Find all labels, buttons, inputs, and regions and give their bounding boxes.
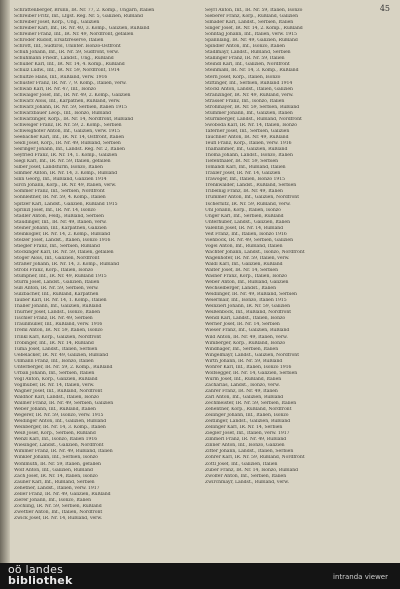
register-entry: Stockinger Karl, IR. Nr. 59, Italien, gefallen bbox=[14, 249, 114, 255]
register-entry: Wirth Johann, IR. Nr. 59, Rußland bbox=[205, 358, 283, 364]
register-entry: Wieser Franz, Inf., Galizien, Rußland bbox=[205, 328, 290, 334]
register-entry: Ullmann Franz, Inf., Isonzo, Italien bbox=[14, 358, 94, 364]
register-entry: Schweiger Franz, IR. Nr. 59, 2. Komp., Serbien bbox=[14, 122, 122, 128]
register-entry: Schwarz Johann, IR. Nr. 59, Serbien, Italien 1915 bbox=[14, 104, 127, 110]
register-entry: Trinkl Karl, Korp., Galizien, Nordfront bbox=[14, 334, 102, 340]
register-entry: Zellinger Karl, IR. Nr. 14, Serbien bbox=[205, 425, 283, 431]
register-entry: Weber Anton, Inf., Rußland, Galizien bbox=[205, 280, 289, 286]
register-entry: Sinn Georg, Inf., Rußland, Galizien 1914 bbox=[14, 177, 107, 183]
register-entry: Steiner Johann, Inf., Karpathen, Galizien bbox=[14, 225, 107, 231]
register-entry: Wagenhofer, IR. Nr. 59, Italien, verw. bbox=[205, 255, 290, 261]
register-entry: Stadlmayr, Landst., Rußland, Serbien bbox=[205, 50, 291, 56]
register-entry: Vogel Anton, Inf., Rußland, Italien bbox=[205, 243, 283, 249]
register-entry: Teufl Franz, Korp., Italien, verw. 1916 bbox=[205, 141, 292, 147]
register-entry: Unger Karl, Inf., Serbien, Rußland bbox=[205, 213, 284, 219]
register-entry: Trummer Anton, Inf., Galizien, Nordfront bbox=[205, 195, 299, 201]
register-entry: Weiermair, Inf., Isonzo, Italien 1915 bbox=[205, 298, 287, 304]
register-entry: Sturmberger, Landst., Rußland, Nordfront bbox=[205, 116, 302, 122]
register-entry: Stern Josef, Korp., Italien, Isonzo bbox=[205, 74, 281, 80]
register-entry: Spindler Anton, Inf., Isonzo, Italien bbox=[205, 44, 285, 50]
register-entry: Straßer Johann, IR. Nr. 14, 3. Komp., Rußland bbox=[14, 261, 120, 267]
register-entry: Waldl Karl, Inf., Galizien, Rußland bbox=[205, 261, 283, 267]
register-entry: Steinkogler, IR. Nr. 14, 2. Komp., Rußland bbox=[14, 231, 111, 237]
register-entry: Stallinger Franz, IR. Nr. 59, Italien bbox=[205, 56, 285, 62]
register-entry: Schröder Rudolf, Ersatzreserve, Italien bbox=[14, 38, 104, 44]
register-entry: Wimberger, Korp., Rußland, Isonzo bbox=[205, 340, 286, 346]
register-entry: Sturm Josef, Landst., Galizien, Italien bbox=[14, 280, 100, 286]
register-entry: Ziegler Josef, Inf., Italien, verw. 1917 bbox=[205, 431, 290, 437]
register-entry: Sprinzl Josef, Inf., IR. Nr. 14, Isonzo bbox=[14, 207, 96, 213]
register-entry: Veit Franz, Inf., Italien, Isonzo 1916 bbox=[205, 231, 287, 237]
register-entry: Schulz Ludw., Inf., IR. Nr. 59, Nordfront, 1914 bbox=[14, 68, 120, 74]
register-entry: Treml Anton, IR. Nr. 59, Italien, Isonzo bbox=[14, 328, 103, 334]
register-entry: Schuster Franz, IR. Nr. 7, 9. Komp., Italien, verw. bbox=[14, 80, 127, 86]
register-entry: Thoma Johann, Landst., Isonzo, Italien bbox=[205, 153, 293, 159]
register-entry: Zitter Johann, Landst., Italien, Serbien bbox=[205, 449, 294, 455]
book-gutter bbox=[0, 0, 10, 563]
register-entry: Werner Josef, IR. Nr. 14, Serbien bbox=[205, 322, 280, 328]
register-entry: Wechselberger, Landst., Italien bbox=[205, 286, 277, 292]
register-entry: Singer Josef, IR. Nr. 14, 2. Komp., Rußland bbox=[205, 26, 303, 32]
register-entry: Weiß Josef, Korp., Serbien, Rußland bbox=[14, 431, 96, 437]
register-entry: Weißenböck, Inf., Rußland, Nordfront bbox=[205, 310, 292, 316]
page-number: 45 bbox=[379, 4, 390, 13]
register-entry: Weber Johann, Inf., Rußland, Italien bbox=[14, 407, 96, 413]
register-entry: Uhl Johann, Korp., Italien, Isonzo bbox=[205, 207, 281, 213]
register-entry: Wimmer Franz, IR. Nr. 49, Rußland, Italien bbox=[14, 449, 113, 455]
register-entry: Staudinger, Inf., IR. Nr. 49, Italien, verw. bbox=[14, 219, 107, 225]
register-entry: Windhager, Inf., Serbien, Italien bbox=[205, 346, 279, 352]
library-logo[interactable] bbox=[8, 564, 72, 587]
register-entry: Stumpner, Inf., IR. Nr. 49, Rußland 1915 bbox=[14, 274, 107, 280]
register-entry: Tischler Franz, IR. Nr. 49, Serbien bbox=[14, 316, 93, 322]
register-entry: Zinner Anton, Inf., Isonzo, Galizien bbox=[205, 443, 285, 449]
register-entry: Schwab Karl, IR. Nr. 47, Inf., Isonzo bbox=[14, 86, 97, 92]
register-entry: Tauchner Anton, IR. Nr. 49, Rußland bbox=[205, 134, 289, 140]
register-entry: Zöttl Josef, Inf., Galizien, Italien bbox=[205, 461, 278, 467]
register-entry: Spitzer Karl, Landst., Galizien, Rußland 1915 bbox=[14, 201, 118, 207]
register-entry: Wenzl Karl, Inf., Isonzo, Italien 1916 bbox=[14, 437, 98, 443]
register-entry: Sirch Johann, Korp., IR. Nr. 49, Italien, verw. bbox=[14, 183, 117, 189]
register-entry: Zarl Anton, Inf., Galizien, Rußland bbox=[205, 395, 284, 400]
left-text-column bbox=[14, 8, 196, 522]
register-entry: Walter Josef, IR. Nr. 14, Serbien bbox=[205, 268, 278, 274]
register-entry: Seyrl Anton, Inf., IR. Nr. 59, Italien, Isonzo bbox=[205, 8, 303, 13]
register-entry: Swoboda Karl, IR. Nr. 14, Italien, Isonzo bbox=[205, 122, 298, 128]
register-entry: Seidl Josef, Korp., IR. Nr. 49, Rußland, Serbien bbox=[14, 141, 121, 147]
register-entry: Wallner Franz, IR. Nr. 49, Serbien, Galizien bbox=[14, 401, 114, 407]
register-entry: Stöger Alois, Inf., Galizien, Nordfront bbox=[14, 255, 100, 261]
register-entry: Sonntag Johann, Inf., Italien, verw. 1915 bbox=[205, 32, 298, 38]
logo-text-line1: oö landes bbox=[8, 563, 64, 576]
register-entry: Tomandl Karl, Inf., Rußland, Italien bbox=[205, 165, 286, 171]
register-entry: Zahrer Franz, IR. Nr. 49, Italien bbox=[205, 388, 278, 394]
register-entry: Wolfsegger, IR. Nr. 14, Galizien, Serbien bbox=[205, 370, 298, 376]
register-entry: Steinmaßl, IR. Nr. 14, 3. Komp., Rußland bbox=[205, 68, 299, 74]
register-entry: Weinzierl Johann, IR. Nr. 59, Galizien bbox=[205, 304, 290, 310]
register-entry: Schuh Johann, Inf., IR. Nr. 59, Südfront, verw. bbox=[14, 50, 119, 56]
register-entry: Valentin Josef, IR. Nr. 14, Rußland bbox=[205, 225, 284, 231]
register-entry: Zuber Franz, IR. Nr. 14, Isonzo, Rußland bbox=[205, 467, 299, 473]
register-entry: Sonnleitner, IR. Nr. 59, 4. Komp., Italien bbox=[14, 195, 106, 201]
register-entry: Schreiber Karl, Inf., IR. Nr. 40, 3. Komp., Galizien, Rußland bbox=[14, 26, 150, 32]
register-entry: Stelzer Josef, Landst., Italien, Isonzo 1916 bbox=[14, 237, 111, 243]
register-entry: Wiesinger, Landst., Galizien, Nordfront bbox=[14, 443, 104, 449]
register-entry: Weidinger Anton, Inf., Galizien, Rußland bbox=[14, 419, 107, 425]
register-entry: Schreiber Josef, Korp., Ung., Galizien bbox=[14, 20, 100, 26]
register-entry: Voglhuber, IR. Nr. 14, Italien, verw. bbox=[14, 382, 95, 388]
register-entry: Stiftinger, Inf., Serbien, Rußland 1914 bbox=[205, 80, 293, 86]
register-entry: Winkler Johann, Inf., Serbien, Isonzo bbox=[14, 455, 98, 461]
register-entry: Schweighofer Anton, Inf., Galizien, verw. 1915 bbox=[14, 128, 121, 134]
register-entry: Strohmayer, IR. Nr. 59, Serbien, Rußland bbox=[205, 104, 300, 110]
register-entry: Tauber Karl, IR. Nr. 14, 1. Komp., Italien bbox=[14, 298, 107, 304]
register-entry: Stöckl Anton, Landst., Italien, Galizien bbox=[205, 86, 293, 92]
register-entry: Tiefenthaler, IR. Nr. 59, Serbien bbox=[205, 159, 279, 165]
logo-text-line2: bibliothek bbox=[8, 574, 73, 587]
register-entry: Stiegler Franz, Inf., Serbien, Rußland bbox=[14, 243, 100, 249]
register-entry: Uebelacker, IR. Nr. 49, Galizien, Rußland bbox=[14, 352, 109, 358]
register-entry: Zeilinger Johann, Inf., Italien, Isonzo bbox=[205, 413, 289, 419]
register-entry: Thurner Josef, Landst., Isonzo, Italien bbox=[14, 310, 100, 316]
register-entry: Sommer Franz, Inf., Serbien, Nordfront bbox=[14, 189, 105, 195]
register-entry: Trawöger, Inf., Italien, Isonzo 1915 bbox=[205, 177, 286, 183]
register-entry: Simader Karl, Landst., Serbien, Italien bbox=[205, 20, 294, 26]
register-entry: Wagner Josef, Inf., Rußland, Nordfront bbox=[14, 388, 103, 394]
register-entry: Sieberer Franz, Korp., Rußland, Galizien bbox=[205, 14, 299, 20]
register-entry: Schwarzinger, Korp., IR. Nr. 14, Nordfront, Rußland bbox=[14, 116, 134, 122]
register-entry: Schuller Karl, Inf., IR. Nr. 14, 4. Komp., Rußland bbox=[14, 62, 125, 68]
register-entry: Weidlinger, IR. Nr. 49, Rußland, Serbien bbox=[205, 292, 297, 298]
register-entry: Zeller Franz, IR. Nr. 49, Galizien, Rußland bbox=[14, 491, 111, 497]
register-entry: Zehentner, Korp., Rußland, Nordfront bbox=[205, 407, 292, 413]
register-entry: Wegerer, IR. Nr. 59, Isonzo, verw. 1915 bbox=[14, 413, 104, 419]
register-entry: Wachter Johann, Landst., Isonzo, Nordfront bbox=[205, 249, 305, 255]
register-entry: Spannlang, IR. Nr. 49, Galizien, Rußland bbox=[205, 38, 298, 44]
register-entry: Zauner Karl, Inf., Rußland, Serbien bbox=[14, 479, 95, 485]
register-entry: Unterberger, IR. Nr. 59, 2. Komp., Rußland bbox=[14, 364, 113, 370]
register-entry: Wöhrer Karl, Inf., Italien, Isonzo 1916 bbox=[205, 364, 292, 370]
register-entry: Weinberger, IR. Nr. 14, 3. Komp., Italien bbox=[14, 425, 106, 431]
register-entry: Silber Josef, Landsturm, Isonzo, Italien bbox=[14, 165, 103, 171]
register-entry: Strobl Franz, Korp., Italien, Isonzo bbox=[14, 268, 94, 274]
register-entry: Thaller Johann, Inf., Galizien, Rußland bbox=[14, 304, 102, 310]
register-entry: Schwaiger Josef, Inf., IR. Nr. 49, 2. Komp., Galizien bbox=[14, 92, 131, 98]
register-entry: Schwarz Alois, Inf., Karpathen, Rußland, verw. bbox=[14, 98, 121, 104]
register-entry: Wohlmuth, IR. Nr. 59, Italien, gefallen bbox=[14, 461, 101, 467]
register-entry: Sulzbacher, Inf., Rußland, Karpathen bbox=[14, 292, 99, 298]
right-text-column bbox=[205, 8, 391, 486]
register-entry: Vogl Anton, Korp., Galizien, Rußland bbox=[14, 376, 98, 382]
register-entry: Schwarzbauer Leop., Inf., Isonzo, Rußland bbox=[14, 110, 112, 116]
register-entry: Zacharias, Landst., Isonzo, verw. bbox=[205, 382, 280, 388]
register-entry: Wasner Franz, Korp., Italien, Isonzo bbox=[205, 274, 287, 280]
register-entry: Stranzinger, IR. Nr. 49, Rußland, verw. bbox=[205, 92, 294, 98]
register-entry: Wendl Karl, Landst., Italien, Isonzo bbox=[205, 316, 286, 322]
register-entry: Zierer Johann, Inf., Isonzo, Italien bbox=[14, 497, 92, 503]
register-entry: Seiringer Johann, Inf., Landst. Reg. Nr. 2, Italien bbox=[14, 147, 125, 153]
register-entry: Zwick Josef, IR. Nr. 14, Rußland, verw. bbox=[14, 515, 103, 521]
register-entry: Siegl Karl, Inf., IR. Nr. 59, Italien, gefallen bbox=[14, 159, 111, 165]
register-entry: Urban Johann, Inf., Serbien, Italien bbox=[14, 370, 95, 376]
register-entry: Schrattenberger, Brünn, IR. Nr. 77, 2. Komp., Ungarn, Italien bbox=[14, 8, 155, 13]
register-entry: Süß Anton, IR. Nr. 59, Serbien, verw. bbox=[14, 286, 99, 292]
register-entry: Seebacher Karl, Inf., IR. Nr. 14, Ostfront, Italien bbox=[14, 134, 125, 140]
register-entry: Steindl Karl, Inf., Galizien, Nordfront bbox=[205, 62, 290, 68]
register-entry: Schreiber Fritz, Inf., Lfgst. Reg. Nr. 5, Galizien, Rußland bbox=[14, 14, 143, 20]
viewer-brand-label[interactable]: intranda viewer bbox=[333, 573, 388, 581]
register-entry: Zwettler Anton, Inf., Italien, Nordfront bbox=[14, 509, 103, 515]
register-entry: Thalhammer, Inf., Galizien, Rußland bbox=[205, 147, 288, 153]
register-entry: Schultze Hans, Inf., Rußland, verw. 1916 bbox=[14, 74, 108, 80]
register-entry: Tribelnig Franz, IR. Nr. 49, Italien bbox=[205, 189, 283, 195]
register-entry: Zehetner, Landst., Italien, verw. 1917 bbox=[14, 485, 100, 491]
register-entry: Wingelmayr, Landst., Galizien, Nordfront bbox=[205, 352, 299, 358]
register-entry: Tuma Josef, Landst., Italien, Serbien bbox=[14, 346, 98, 352]
register-entry: Schrott, Inf., Südtirol, Uninter. Isonzo-Ostfront bbox=[14, 44, 121, 50]
register-entry: Schuhmann Friedr., Landst., Ung., Rußland bbox=[14, 56, 114, 62]
register-entry: Wurm Josef, Inf., Rußland, Italien bbox=[205, 376, 282, 382]
register-entry: Zach Josef, IR. Nr. 14, Italien, Isonzo bbox=[14, 473, 98, 479]
register-entry: Viehböck, IR. Nr. 49, Serbien, Galizien bbox=[205, 237, 293, 243]
register-entry: Zechmeister, IR. Nr. 59, Serbien, Italien bbox=[205, 401, 297, 407]
register-entry: Zöchling, IR. Nr. 59, Serbien, Rußland bbox=[14, 503, 102, 509]
register-entry: Zeitlinger, Landst., Galizien, Rußland bbox=[205, 419, 291, 425]
register-entry: Tschernitz, IR. Nr. 59, Rußland, verw. bbox=[205, 201, 291, 207]
register-entry: Strasser Franz, Inf., Isonzo, Italien bbox=[205, 98, 285, 104]
register-entry: Zimmerl Franz, IR. Nr. 49, Rußland bbox=[205, 437, 287, 443]
register-entry: Trenkwalder, Landst., Rußland, Serbien bbox=[205, 183, 297, 189]
register-entry: Zöhrer Karl, IR. Nr. 59, Rußland, Nordfront bbox=[205, 455, 305, 461]
register-entry: Taferner Josef, Inf., Serbien, Galizien bbox=[205, 128, 290, 134]
register-entry: Traunmüller, Inf., Rußland, verw. 1916 bbox=[14, 322, 103, 328]
register-entry: Seyfried Franz, IR. Nr. 14, 1. Komp., Galizien bbox=[14, 153, 118, 159]
register-entry: Unterhuber, Landst., Galizien, Italien bbox=[205, 219, 290, 225]
register-entry: Zwölfer Anton, Inf., Serbien, Italien bbox=[205, 473, 287, 479]
register-entry: Stummer Johann, Inf., Galizien, Italien bbox=[205, 110, 293, 116]
register-entry: Zwirchmayr, Landst., Rußland, verw. bbox=[205, 479, 290, 485]
register-entry: Tröbinger, Inf., IR. Nr. 14, Rußland bbox=[14, 340, 94, 346]
register-entry: Traxler Josef, IR. Nr. 14, Galizien bbox=[205, 171, 281, 177]
register-entry: Schreiner Franz, Inf., IR. Nr. 49, Nordfront, gefallen bbox=[14, 32, 134, 38]
register-entry: Stadler Anton, Feldj., Rußland, Serbien bbox=[14, 213, 104, 219]
register-entry: Wolf Anton, Inf., Galizien, Rußland bbox=[14, 467, 93, 473]
register-entry: Waldhör Karl, Landst., Italien, Isonzo bbox=[14, 395, 99, 400]
register-entry: Wild Anton, IR. Nr. 49, Italien, verw. bbox=[205, 334, 288, 340]
register-entry: Simmer Anton, IR. Nr. 14, 3. Komp., Rußland bbox=[14, 171, 118, 177]
